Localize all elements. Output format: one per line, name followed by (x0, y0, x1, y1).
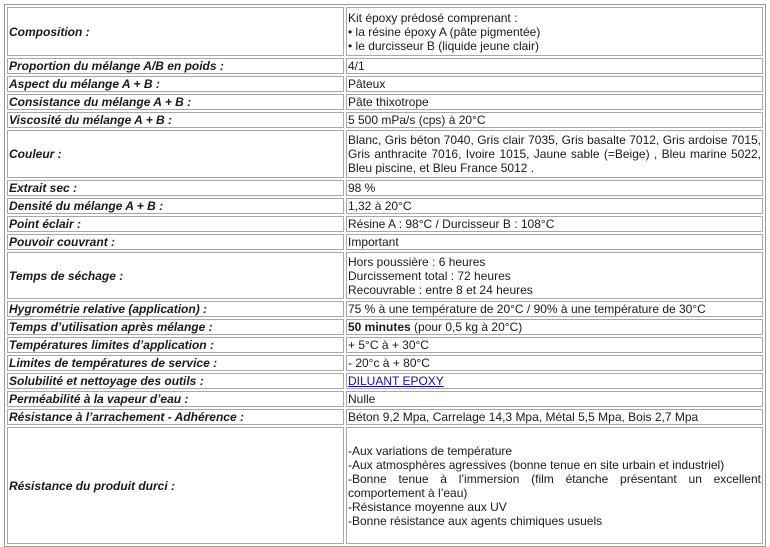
value-composition (346, 7, 763, 56)
label-resistance: Résistance du produit durci : (7, 427, 344, 544)
value-extrait: 98 % (346, 180, 763, 196)
label-densite: Densité du mélange A + B : (7, 198, 344, 214)
sechage-line: Durcissement total : 72 heures (348, 268, 511, 283)
table-row (7, 319, 763, 335)
label-solubilite: Solubilité et nettoyage des outils : (7, 373, 344, 389)
resistance-line: -Bonne résistance aux agents chimiques usuels (348, 513, 603, 528)
value-consistance: Pâte thixotrope (346, 94, 763, 110)
resistance-line: -Bonne tenue à l’immersion (film étanche présentant un excellent comportement à l’eau) (348, 471, 761, 500)
value-couleur: Blanc, Gris béton 7040, Gris clair 7035, Gris basalte 7012, Gris ardoise 7015, Gris anthracite 7016, Ivoire 1015, Jaune sable (=Beige) , Bleu marine 5022, Bleu piscine, et Bleu France 5012 . (346, 130, 763, 178)
resistance-line: -Aux atmosphères agressives (bonne tenue en site urbain et industriel) (348, 457, 725, 472)
value-densite: 1,32 à 20°C (346, 198, 763, 214)
value-temp-application: + 5°C à + 30°C (346, 337, 763, 353)
resistance-line: -Résistance moyenne aux UV (348, 499, 507, 514)
table-row (7, 234, 763, 250)
table-row (7, 198, 763, 214)
label-permeabilite: Perméabilité à la vapeur d’eau : (7, 391, 344, 407)
value-solubilite (346, 373, 763, 389)
label-composition: Composition : (7, 7, 344, 56)
value-hygrometrie: 75 % à une température de 20°C / 90% à une température de 30°C (346, 301, 763, 317)
sechage-line: Recouvrable : entre 8 et 24 heures (348, 282, 533, 297)
label-utilisation: Temps d’utilisation après mélange : (7, 319, 344, 335)
table-row (7, 427, 763, 544)
value-proportion: 4/1 (346, 58, 763, 74)
table-row (7, 112, 763, 128)
value-pouvoir: Important (346, 234, 763, 250)
label-proportion: Proportion du mélange A/B en poids : (7, 58, 344, 74)
value-permeabilite: Nulle (346, 391, 763, 407)
label-extrait: Extrait sec : (7, 180, 344, 196)
value-arrachement: Béton 9,2 Mpa, Carrelage 14,3 Mpa, Métal 5,5 Mpa, Bois 2,7 Mpa (346, 409, 763, 425)
table-row (7, 216, 763, 232)
label-temp-service: Limites de températures de service : (7, 355, 344, 371)
table-row (7, 355, 763, 371)
table-row (7, 373, 763, 389)
table-row (7, 76, 763, 92)
value-utilisation (346, 319, 763, 335)
value-resistance (346, 427, 763, 544)
value-sechage (346, 252, 763, 299)
label-aspect: Aspect du mélange A + B : (7, 76, 344, 92)
table-row (7, 391, 763, 407)
label-viscosite: Viscosité du mélange A + B : (7, 112, 344, 128)
value-viscosite: 5 500 mPa/s (cps) à 20°C (346, 112, 763, 128)
spec-table (4, 4, 766, 547)
sechage-line: Hors poussière : 6 heures (348, 254, 486, 269)
table-row (7, 409, 763, 425)
table-row (7, 301, 763, 317)
label-pouvoir: Pouvoir couvrant : (7, 234, 344, 250)
composition-line: • la résine époxy A (pâte pigmentée) (348, 24, 541, 39)
label-temp-application: Températures limites d’application : (7, 337, 344, 353)
composition-line: Kit époxy prédosé comprenant : (348, 10, 518, 25)
table-row (7, 94, 763, 110)
table-row (7, 252, 763, 299)
value-temp-service: - 20°c à + 80°C (346, 355, 763, 371)
utilisation-duration: 50 minutes (348, 320, 411, 334)
composition-line: • le durcisseur B (liquide jeune clair) (348, 38, 539, 53)
label-point-eclair: Point éclair : (7, 216, 344, 232)
label-arrachement: Résistance à l’arrachement - Adhérence : (7, 409, 344, 425)
table-row (7, 58, 763, 74)
table-row (7, 180, 763, 196)
table-row (7, 130, 763, 178)
value-point-eclair: Résine A : 98°C / Durcisseur B : 108°C (346, 216, 763, 232)
table-row (7, 7, 763, 56)
table-row (7, 337, 763, 353)
value-aspect: Pâteux (346, 76, 763, 92)
label-hygrometrie: Hygrométrie relative (application) : (7, 301, 344, 317)
resistance-line: -Aux variations de température (348, 443, 513, 458)
label-consistance: Consistance du mélange A + B : (7, 94, 344, 110)
label-sechage: Temps de séchage : (7, 252, 344, 299)
diluant-epoxy-link[interactable]: DILUANT EPOXY (348, 374, 444, 388)
label-couleur: Couleur : (7, 130, 344, 178)
utilisation-detail: (pour 0,5 kg à 20°C) (410, 320, 523, 334)
